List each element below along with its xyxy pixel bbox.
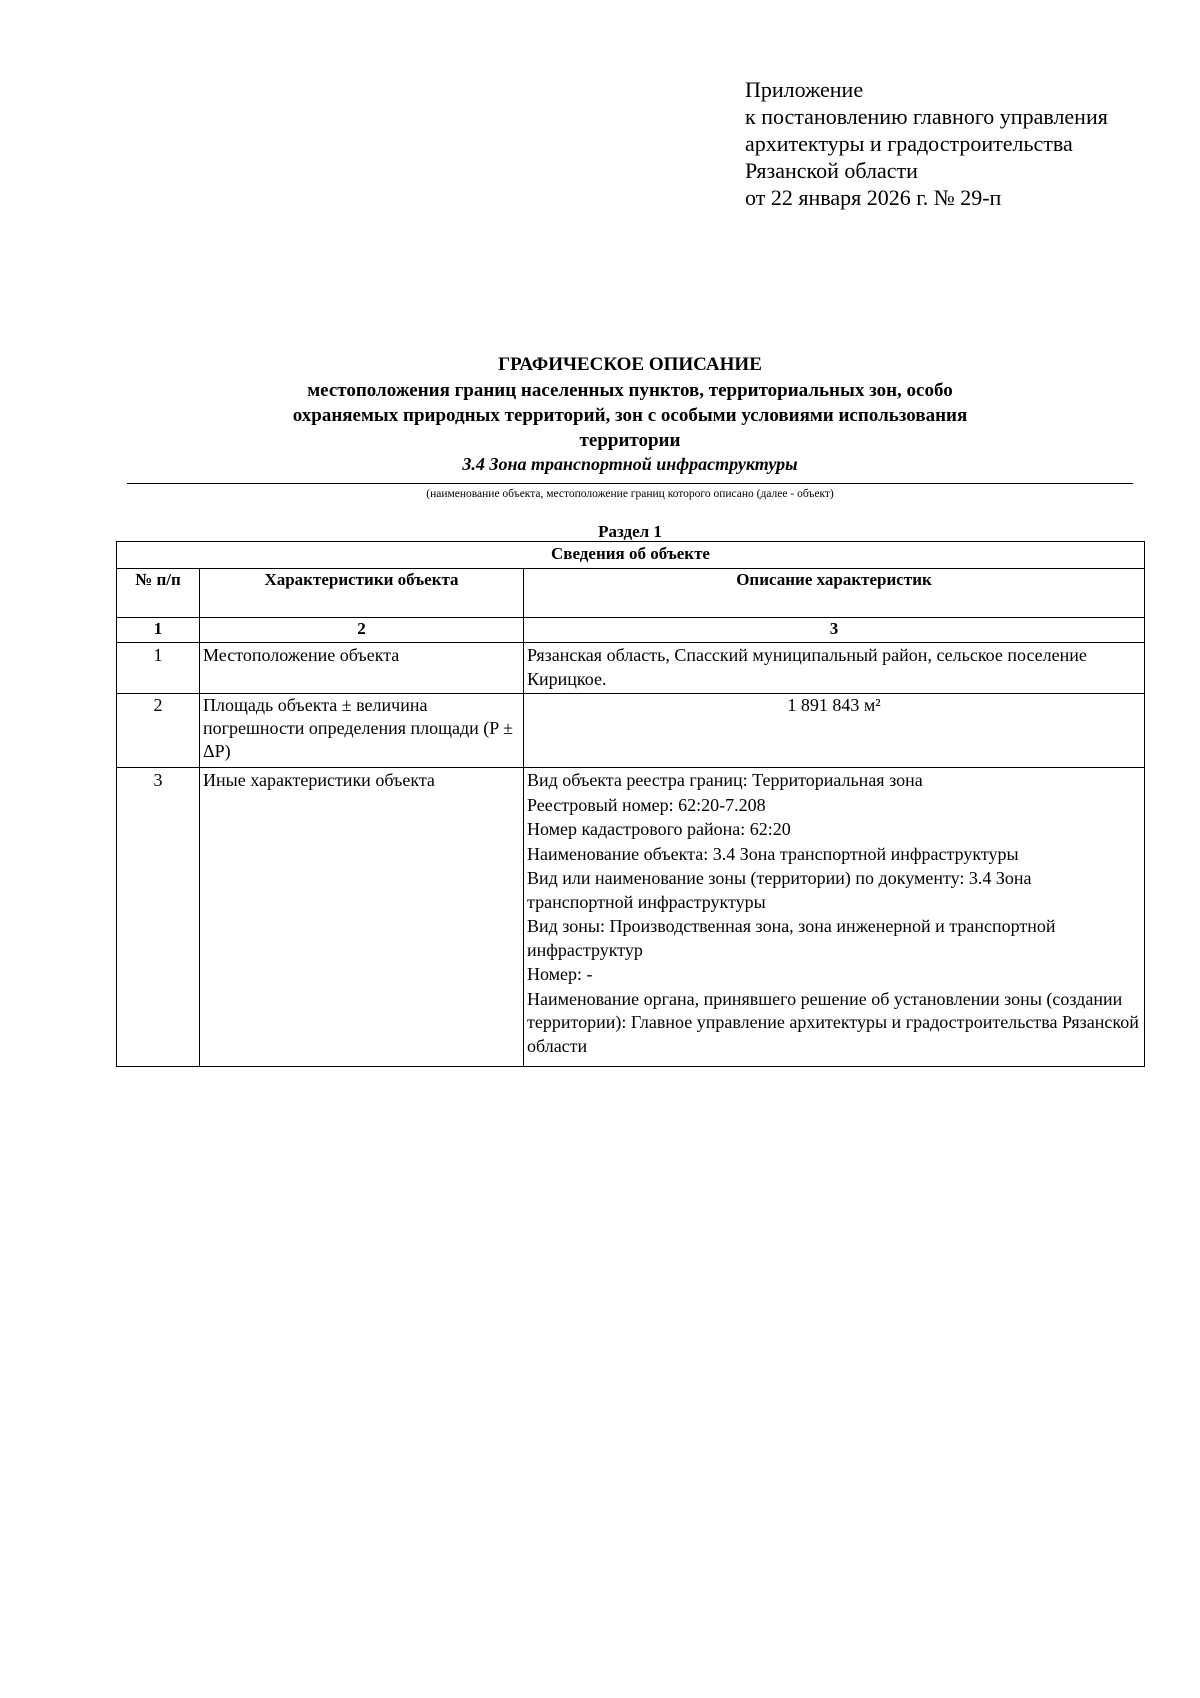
section-label: Раздел 1 bbox=[598, 522, 662, 541]
annex-title: Приложение bbox=[745, 77, 864, 102]
table-caption: Сведения об объекте bbox=[117, 542, 1145, 569]
table-header-row bbox=[117, 569, 1145, 618]
object-name-underline bbox=[127, 483, 1133, 484]
header-characteristics: Характеристики объекта bbox=[200, 569, 524, 618]
column-number: 2 bbox=[200, 618, 524, 643]
document-title-block bbox=[127, 352, 1133, 476]
description-item: Вид объекта реестра границ: Территориальная зона bbox=[527, 770, 923, 790]
column-number: 3 bbox=[524, 618, 1145, 643]
column-number: 1 bbox=[117, 618, 200, 643]
annex-line: архитектуры и градостроительства bbox=[745, 131, 1073, 156]
row-description: Рязанская область, Спасский муниципальный район, сельское поселение Кирицкое. bbox=[524, 643, 1145, 694]
row-characteristic: Площадь объекта ± величина погрешности определения площади (P ± ΔP) bbox=[200, 694, 524, 768]
header-description: Описание характеристик bbox=[524, 569, 1145, 618]
row-characteristic: Иные характеристики объекта bbox=[200, 768, 524, 1067]
row-number: 3 bbox=[117, 768, 200, 1067]
table-row bbox=[117, 643, 1145, 694]
annex-line: к постановлению главного управления bbox=[745, 104, 1108, 129]
document-title: ГРАФИЧЕСКОЕ ОПИСАНИЕ bbox=[498, 354, 762, 375]
description-item: Вид зоны: Производственная зона, зона инженерной и транспортной инфраструктур bbox=[527, 916, 1056, 960]
description-item: Реестровый номер: 62:20-7.208 bbox=[527, 794, 766, 815]
header-num: № п/п bbox=[117, 569, 200, 618]
object-info-table bbox=[116, 541, 1145, 1067]
table-row bbox=[117, 768, 1145, 1067]
description-item: Номер: - bbox=[527, 964, 593, 984]
column-number-row bbox=[117, 618, 1145, 643]
annex-line: Рязанской области bbox=[745, 158, 918, 183]
description-item: Наименование объекта: 3.4 Зона транспортной инфраструктуры bbox=[527, 843, 1019, 864]
row-characteristic: Местоположение объекта bbox=[200, 643, 524, 694]
annex-date-number: от 22 января 2026 г. № 29-п bbox=[745, 185, 1002, 210]
row-description-list bbox=[524, 768, 1145, 1067]
object-name: 3.4 Зона транспортной инфраструктуры bbox=[462, 454, 798, 474]
row-number: 2 bbox=[117, 694, 200, 768]
row-description: 1 891 843 м² bbox=[524, 694, 1145, 768]
annex-header bbox=[745, 76, 1185, 211]
description-item: Номер кадастрового района: 62:20 bbox=[527, 819, 791, 839]
document-subtitle: местоположения границ населенных пунктов, территориальных зон, особо охраняемых природных территорий, зон с особыми условиями использования территории bbox=[292, 380, 968, 451]
object-caption: (наименование объекта, местоположение границ которого описано (далее - объект) bbox=[426, 488, 834, 500]
table-row bbox=[117, 694, 1145, 768]
row-number: 1 bbox=[117, 643, 200, 694]
description-item: Вид или наименование зоны (территории) по документу: 3.4 Зона транспортной инфраструктуры bbox=[527, 868, 1032, 912]
description-item: Наименование органа, принявшего решение об установлении зоны (создании территории): Главное управление архитектуры и градостроительства Рязанской области bbox=[527, 988, 1139, 1056]
table-caption-row bbox=[117, 542, 1145, 569]
